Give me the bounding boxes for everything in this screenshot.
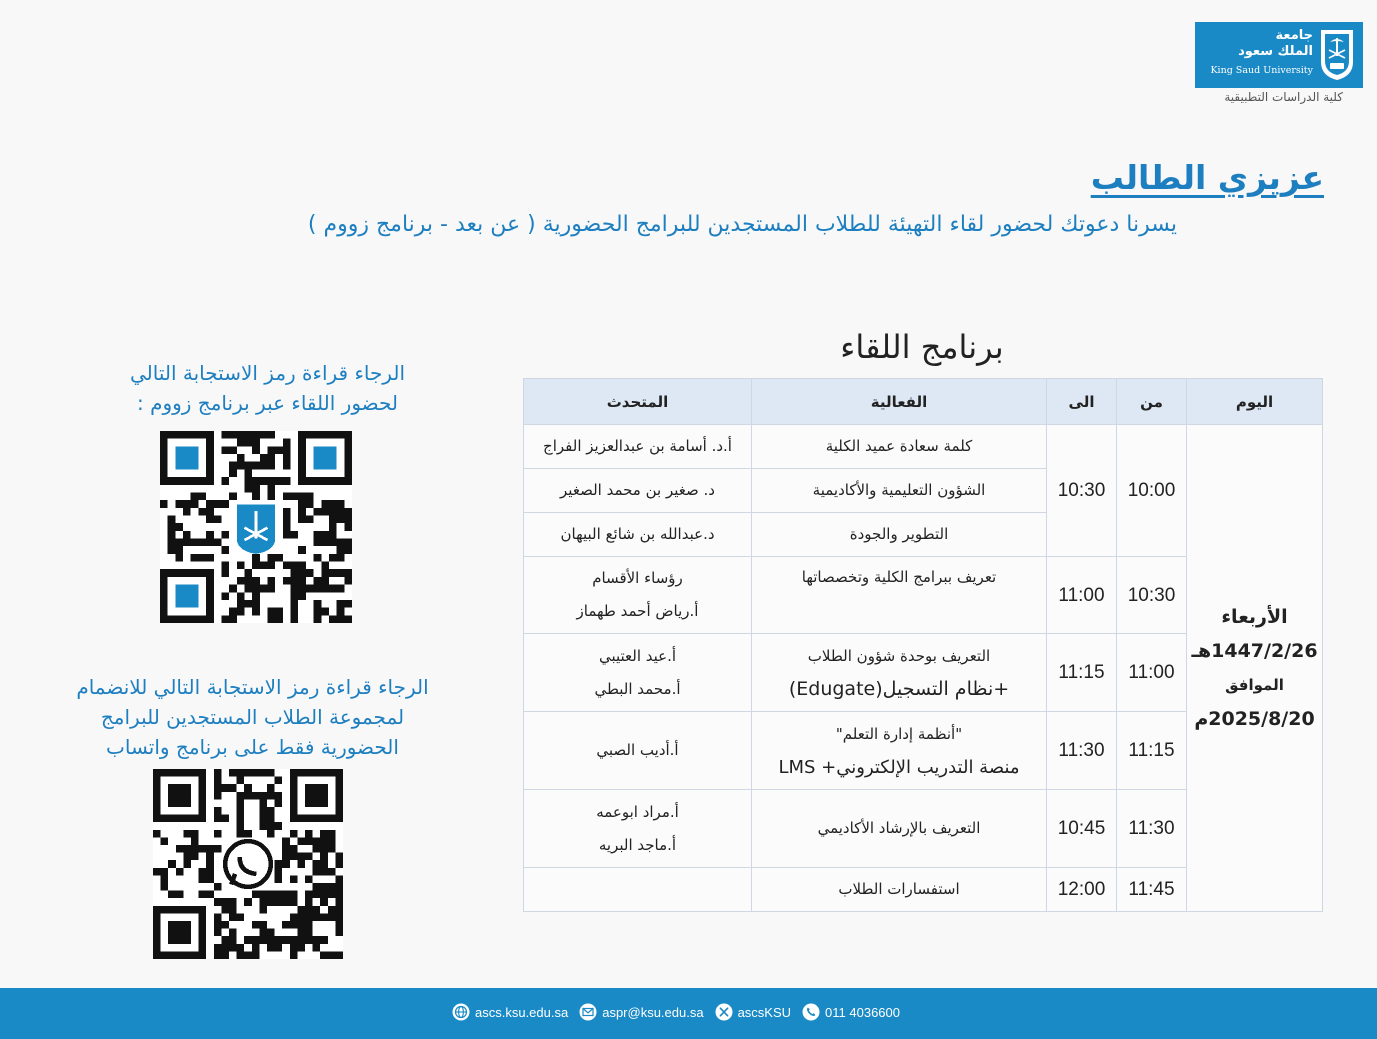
time-from: 11:30 <box>1117 790 1187 868</box>
time-from: 11:15 <box>1117 712 1187 790</box>
activity-cell <box>752 634 1047 712</box>
time-to: 11:15 <box>1047 634 1117 712</box>
activity-cell: تعريف ببرامج الكلية وتخصصاتها <box>752 557 1047 634</box>
time-to: 11:00 <box>1047 557 1117 634</box>
speaker-cell <box>524 557 752 634</box>
day-hijri-date: 1447/2/26هـ <box>1191 640 1318 662</box>
footer-bar <box>0 988 1377 1039</box>
phone-contact[interactable] <box>802 1003 900 1021</box>
phone-text: 011 4036600 <box>825 1004 900 1020</box>
zoom-qr-instructions <box>100 358 435 418</box>
college-name: كلية الدراسات التطبيقية <box>1224 90 1343 104</box>
time-from: 10:00 <box>1117 425 1187 557</box>
activity-cell: التطوير والجودة <box>752 513 1047 557</box>
zoom-qr-code[interactable] <box>160 431 352 623</box>
activity-cell <box>752 712 1047 790</box>
mail-icon <box>579 1003 597 1021</box>
header-day: اليوم <box>1187 379 1323 425</box>
header-from: من <box>1117 379 1187 425</box>
speaker-line: أ.رياض أحمد طهماز <box>576 602 699 620</box>
university-logo <box>1195 22 1363 88</box>
time-from: 10:30 <box>1117 557 1187 634</box>
whatsapp-qr-line2: لمجموعة الطلاب المستجدين للبرامج <box>100 705 405 729</box>
logo-name-line1: جامعة <box>1275 28 1313 43</box>
greeting-heading: عزيزي الطالب <box>1090 158 1324 197</box>
email-text: aspr@ksu.edu.sa <box>602 1004 704 1020</box>
header-to: الى <box>1047 379 1117 425</box>
x-handle-text: ascsKSU <box>737 1004 792 1020</box>
speaker-cell <box>524 634 752 712</box>
whatsapp-qr-instructions <box>40 672 465 762</box>
logo-name-line2: الملك سعود <box>1238 44 1313 59</box>
website-text: ascs.ksu.edu.sa <box>475 1004 569 1020</box>
whatsapp-qr-line3: الحضورية فقط على برنامج واتساب <box>106 735 399 759</box>
activity-line: التعريف بوحدة شؤون الطلاب <box>807 646 991 665</box>
speaker-cell <box>524 790 752 868</box>
day-gregorian-date: 2025/8/20م <box>1194 708 1315 730</box>
speaker-cell: د. صغير بن محمد الصغير <box>524 469 752 513</box>
activity-line: "أنظمة إدارة التعلم" <box>835 724 963 743</box>
day-weekday: الأربعاء <box>1221 606 1288 628</box>
phone-icon <box>802 1003 820 1021</box>
logo-english-name: King Saud University <box>1210 65 1313 76</box>
activity-line: +نظام التسجيل(Edugate) <box>788 677 1010 700</box>
activity-cell: التعريف بالإرشاد الأكاديمي <box>752 790 1047 868</box>
day-corresponding: الموافق <box>1225 676 1284 694</box>
invitation-text: يسرنا دعوتك لحضور لقاء التهيئة للطلاب المستجدين للبرامج الحضورية ( عن بعد - برنامج زووم ) <box>307 212 1177 237</box>
speaker-line: أ.عيد العتيبي <box>598 646 677 665</box>
time-to: 10:30 <box>1047 425 1117 557</box>
time-to: 10:45 <box>1047 790 1117 868</box>
speaker-line: أ.محمد البطي <box>594 679 681 698</box>
activity-cell: الشؤون التعليمية والأكاديمية <box>752 469 1047 513</box>
zoom-qr-line1: الرجاء قراءة رمز الاستجابة التالي <box>129 361 405 385</box>
website-contact[interactable] <box>452 1003 568 1021</box>
speaker-cell: أ.أديب الصبي <box>524 712 752 790</box>
zoom-qr-line2: لحضور اللقاء عبر برنامج زووم : <box>137 391 398 415</box>
table-row <box>524 425 1323 469</box>
whatsapp-qr-code[interactable] <box>153 769 343 959</box>
header-speaker: المتحدث <box>524 379 752 425</box>
x-contact[interactable] <box>715 1003 791 1021</box>
email-contact[interactable] <box>579 1003 703 1021</box>
time-to: 11:30 <box>1047 712 1117 790</box>
shield-logo-icon <box>1319 28 1355 82</box>
header-activity: الفعالية <box>752 379 1047 425</box>
speaker-line: رؤساء الأقسام <box>592 569 683 587</box>
speaker-cell <box>524 868 752 912</box>
day-cell <box>1187 425 1323 912</box>
table-header-row <box>524 379 1323 425</box>
speaker-line: أ.ماجد البريه <box>598 835 677 854</box>
speaker-cell: د.عبدالله بن شائع البيهان <box>524 513 752 557</box>
schedule-table <box>523 378 1323 912</box>
activity-cell: استفسارات الطلاب <box>752 868 1047 912</box>
time-from: 11:00 <box>1117 634 1187 712</box>
speaker-cell: أ.د. أسامة بن عبدالعزيز الفراج <box>524 425 752 469</box>
contact-list <box>452 1003 900 1021</box>
time-from: 11:45 <box>1117 868 1187 912</box>
whatsapp-icon <box>225 841 271 887</box>
speaker-line: أ.مراد ابوعمه <box>596 802 679 821</box>
globe-icon <box>452 1003 470 1021</box>
program-title: برنامج اللقاء <box>840 328 1004 366</box>
x-icon <box>715 1003 733 1021</box>
logo-arabic-name <box>1238 28 1313 60</box>
activity-line: منصة التدريب الإلكتروني+ LMS <box>778 756 1020 778</box>
time-to: 12:00 <box>1047 868 1117 912</box>
qr-center-shield-icon <box>237 505 275 554</box>
whatsapp-qr-line1: الرجاء قراءة رمز الاستجابة التالي للانضمام <box>76 675 429 699</box>
activity-cell: كلمة سعادة عميد الكلية <box>752 425 1047 469</box>
